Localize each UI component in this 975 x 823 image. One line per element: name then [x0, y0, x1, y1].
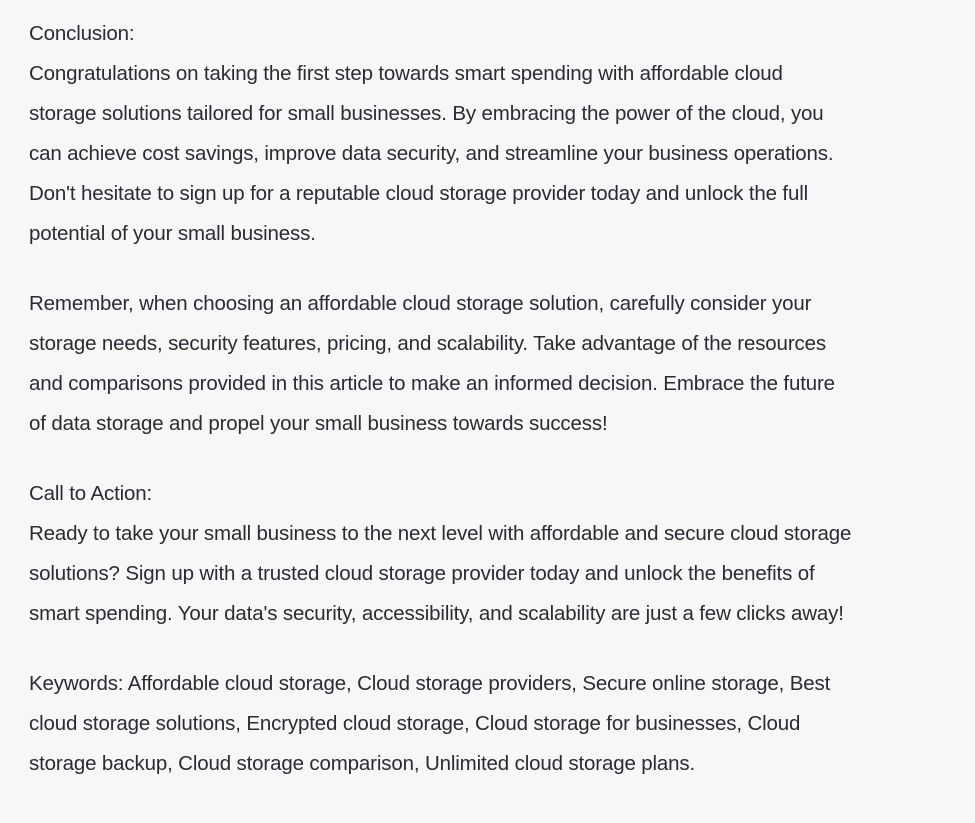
call-to-action-section — [29, 474, 955, 634]
paragraph-gap — [29, 254, 955, 284]
remember-line: storage needs, security features, pricing, and scalability. Take advantage of the resources — [29, 332, 826, 355]
keywords-line: storage backup, Cloud storage comparison, Unlimited cloud storage plans. — [29, 752, 696, 775]
call-to-action-heading: Call to Action: — [29, 482, 153, 505]
remember-line: of data storage and propel your small business towards success! — [29, 412, 608, 435]
remember-section — [29, 284, 955, 444]
conclusion-line: Congratulations on taking the first step towards smart spending with affordable cloud — [29, 62, 783, 85]
conclusion-line: potential of your small business. — [29, 222, 316, 245]
call-to-action-line: Ready to take your small business to the next level with affordable and secure cloud storage — [29, 522, 852, 545]
conclusion-line: storage solutions tailored for small businesses. By embracing the power of the cloud, you — [29, 102, 824, 125]
keywords-section — [29, 664, 955, 784]
keywords-line: Keywords: Affordable cloud storage, Cloud storage providers, Secure online storage, Best — [29, 672, 831, 695]
call-to-action-line: smart spending. Your data's security, accessibility, and scalability are just a few clicks away! — [29, 602, 844, 625]
conclusion-line: can achieve cost savings, improve data security, and streamline your business operations. — [29, 142, 834, 165]
paragraph-gap — [29, 444, 955, 474]
paragraph-gap — [29, 634, 955, 664]
conclusion-heading: Conclusion: — [29, 22, 135, 45]
remember-line: Remember, when choosing an affordable cloud storage solution, carefully consider your — [29, 292, 812, 315]
conclusion-line: Don't hesitate to sign up for a reputable cloud storage provider today and unlock the full — [29, 182, 809, 205]
call-to-action-line: solutions? Sign up with a trusted cloud storage provider today and unlock the benefits of — [29, 562, 815, 585]
conclusion-section — [29, 14, 955, 254]
keywords-line: cloud storage solutions, Encrypted cloud storage, Cloud storage for businesses, Cloud — [29, 712, 801, 735]
remember-line: and comparisons provided in this article to make an informed decision. Embrace the future — [29, 372, 835, 395]
